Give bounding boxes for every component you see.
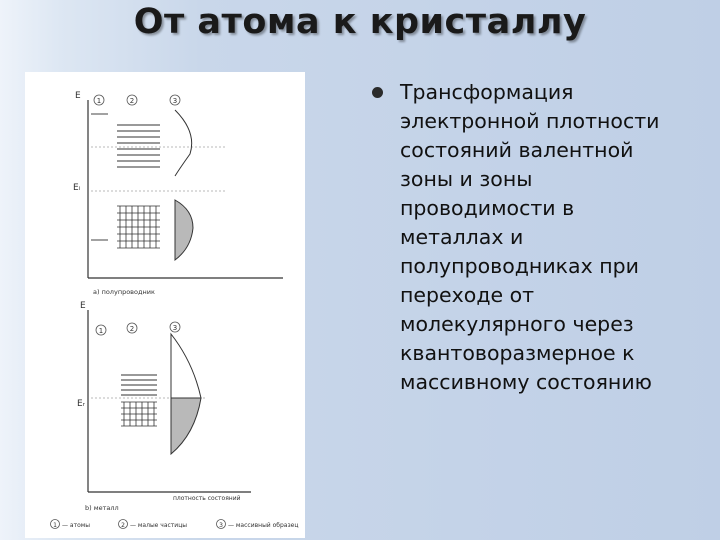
top-valence-grid <box>117 206 160 248</box>
svg-text:1: 1 <box>96 97 102 105</box>
bottom-empty-levels <box>121 375 157 395</box>
legend-item <box>51 520 91 530</box>
bullet-list <box>368 78 708 397</box>
top-marker-1 <box>94 95 104 105</box>
bottom-marker-3 <box>170 322 180 332</box>
bullet-item <box>368 78 708 397</box>
svg-text:3: 3 <box>219 522 223 529</box>
top-conduction-levels <box>117 125 160 167</box>
bottom-marker-2 <box>127 323 137 333</box>
top-marker-2 <box>127 95 137 105</box>
bullet-text: Трансформация электронной плотности состояний валентной зоны и зоны проводимости в металлах и полупроводниках при переходе от молекулярного через квантоворазмерное к массивному состоянию <box>400 80 660 394</box>
bottom-marker-1 <box>96 325 106 335</box>
top-conduction-dos-curve <box>175 110 192 176</box>
top-marker-3 <box>170 95 180 105</box>
svg-text:2: 2 <box>129 325 135 333</box>
legend-item <box>217 520 299 530</box>
svg-text:3: 3 <box>172 97 178 105</box>
bottom-empty-dos <box>171 334 201 398</box>
top-panel-caption: a) полупроводник <box>93 288 155 296</box>
svg-text:1: 1 <box>98 327 104 335</box>
legend-item <box>119 520 188 530</box>
svg-text:— малые частицы: — малые частицы <box>130 522 188 529</box>
bottom-filled-grid <box>121 402 157 426</box>
band-diagram-svg <box>25 72 305 538</box>
top-panel <box>73 91 283 296</box>
bullet-dot-icon <box>372 87 383 98</box>
bottom-filled-dos <box>171 398 201 454</box>
band-diagram-figure <box>25 72 305 538</box>
svg-text:— массивный образец: — массивный образец <box>228 522 299 529</box>
svg-text:2: 2 <box>121 522 125 529</box>
bottom-fermi-label: Eᵣ <box>77 399 86 409</box>
bottom-panel-caption: b) металл <box>85 504 119 512</box>
bottom-axis-label: E <box>80 301 86 311</box>
figure-legend <box>51 520 299 530</box>
top-valence-dos-fill <box>175 200 193 260</box>
slide-title: От атома к кристаллу <box>133 2 587 42</box>
svg-text:1: 1 <box>53 522 57 529</box>
top-fermi-label: Eᵢ <box>73 183 81 193</box>
top-axis-label: E <box>75 91 81 101</box>
bottom-axis-note: плотность состояний <box>173 495 241 502</box>
svg-text:3: 3 <box>172 324 178 332</box>
svg-text:2: 2 <box>129 97 135 105</box>
svg-text:— атомы: — атомы <box>62 522 91 529</box>
bottom-panel <box>77 301 251 512</box>
